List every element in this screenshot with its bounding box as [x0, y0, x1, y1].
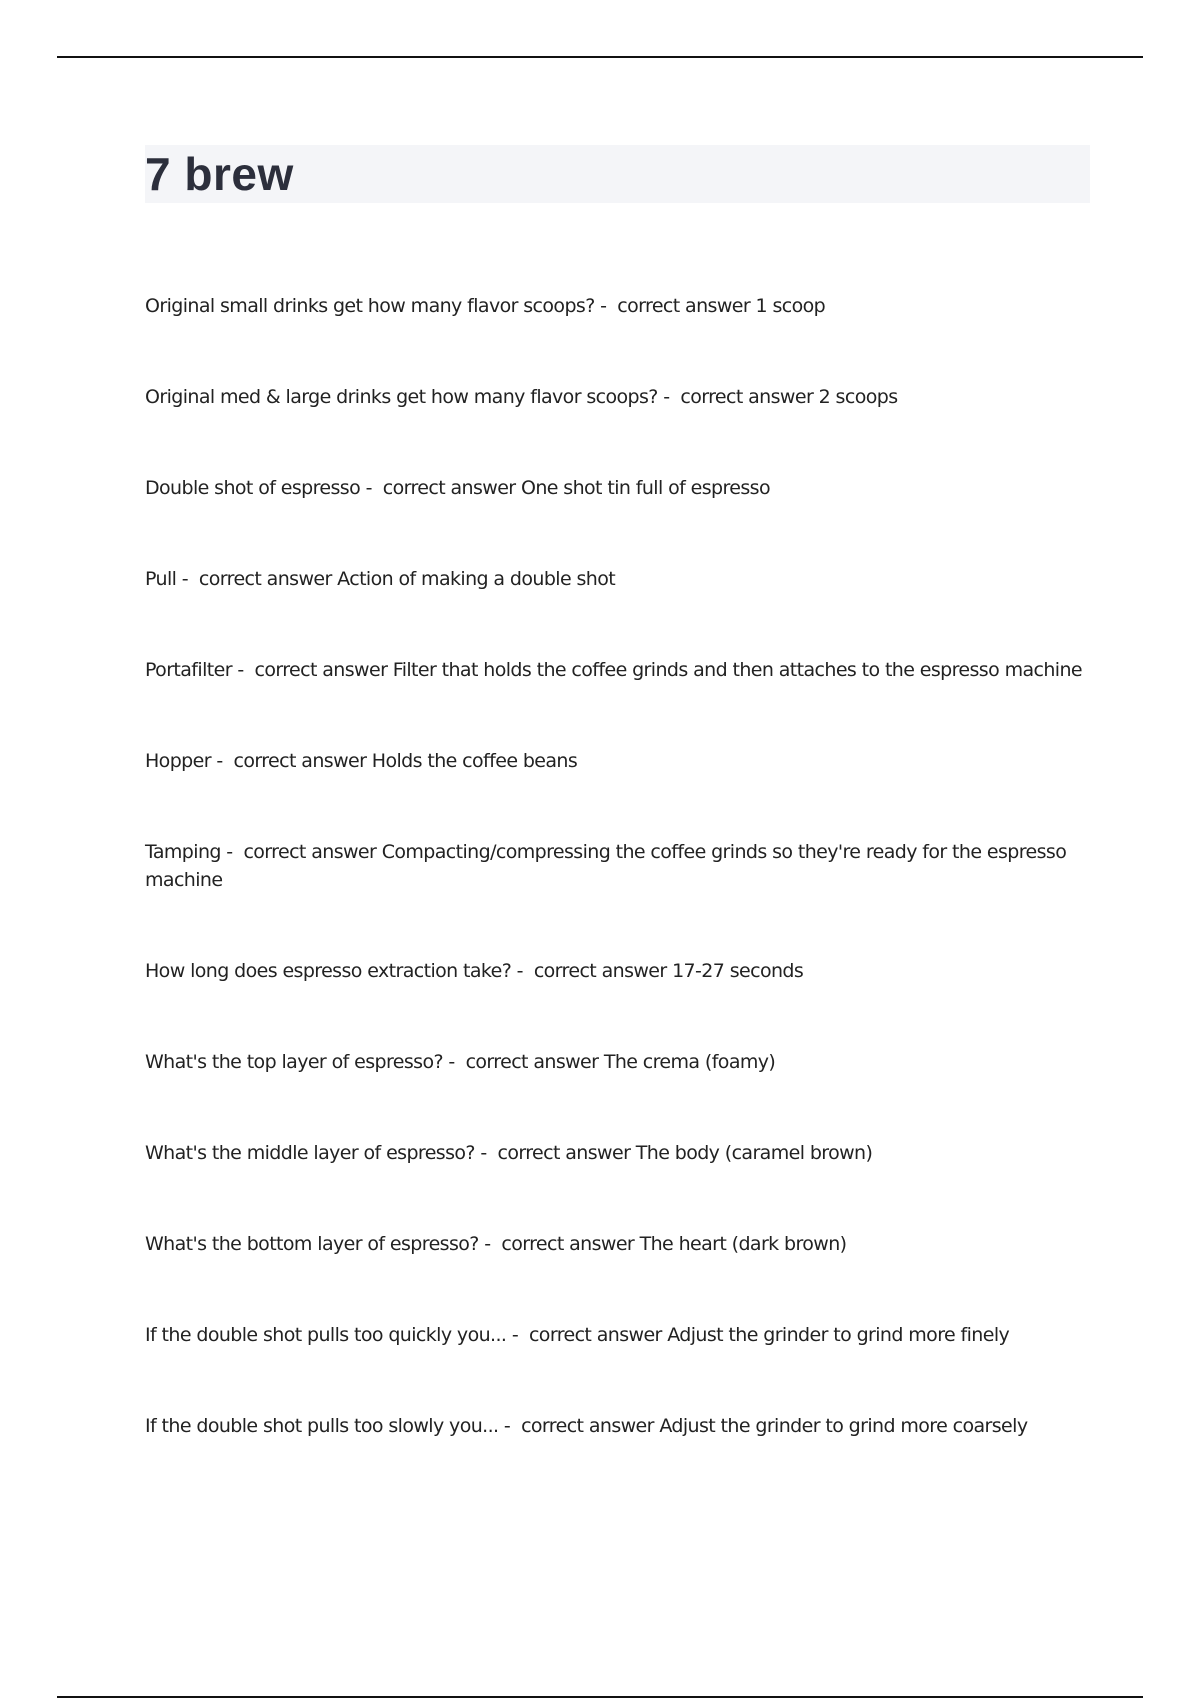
answer-prefix: correct answer: [254, 659, 388, 681]
qa-item: [145, 1139, 1100, 1167]
separator: -: [594, 295, 618, 317]
answer-text: Compacting/compressing the coffee grinds so they're ready for the espresso machine: [145, 841, 1067, 891]
separator: -: [657, 386, 681, 408]
answer-text: Adjust the grinder to grind more finely: [667, 1324, 1010, 1346]
question-text: Portafilter: [145, 659, 232, 681]
qa-item: [145, 1321, 1100, 1349]
answer-text: Action of making a double shot: [337, 568, 616, 590]
separator: -: [176, 568, 199, 590]
answer-text: 17-27 seconds: [672, 960, 804, 982]
separator: -: [498, 1415, 522, 1437]
qa-item: [145, 656, 1100, 684]
qa-item: [145, 292, 1100, 320]
qa-list: [145, 292, 1100, 1503]
question-text: Hopper: [145, 750, 211, 772]
answer-prefix: correct answer: [198, 568, 332, 590]
question-text: Original small drinks get how many flavor scoops?: [145, 295, 595, 317]
qa-item: [145, 474, 1100, 502]
question-text: Original med & large drinks get how many flavor scoops?: [145, 386, 658, 408]
answer-text: 1 scoop: [755, 295, 826, 317]
answer-prefix: correct answer: [243, 841, 377, 863]
separator: -: [474, 1142, 498, 1164]
answer-text: Filter that holds the coffee grinds and then attaches to the espresso machine: [392, 659, 1083, 681]
answer-text: Holds the coffee beans: [371, 750, 578, 772]
page-title: 7 brew: [145, 148, 294, 200]
question-text: If the double shot pulls too quickly you...: [145, 1324, 507, 1346]
answer-prefix: correct answer: [680, 386, 814, 408]
separator: -: [511, 960, 534, 982]
question-text: If the double shot pulls too slowly you...: [145, 1415, 499, 1437]
bottom-divider: [57, 1696, 1143, 1698]
answer-prefix: correct answer: [497, 1142, 631, 1164]
answer-prefix: correct answer: [521, 1415, 654, 1437]
separator: -: [231, 659, 255, 681]
answer-prefix: correct answer: [382, 477, 516, 499]
top-divider: [57, 56, 1143, 58]
qa-item: [145, 1412, 1100, 1440]
answer-prefix: correct answer: [617, 295, 751, 317]
qa-item: [145, 747, 1100, 775]
answer-text: Adjust the grinder to grind more coarsely: [659, 1415, 1028, 1437]
answer-prefix: correct answer: [501, 1233, 635, 1255]
qa-item: [145, 383, 1100, 411]
separator: -: [506, 1324, 529, 1346]
separator: -: [442, 1051, 466, 1073]
qa-item: [145, 957, 1100, 985]
answer-text: 2 scoops: [818, 386, 898, 408]
qa-item: [145, 838, 1100, 894]
separator: -: [220, 841, 244, 863]
answer-text: The body (caramel brown): [635, 1142, 873, 1164]
question-text: What's the middle layer of espresso?: [145, 1142, 475, 1164]
qa-item: [145, 565, 1100, 593]
answer-text: One shot tin full of espresso: [520, 477, 770, 499]
question-text: Pull: [145, 568, 177, 590]
qa-item: [145, 1048, 1100, 1076]
separator: -: [210, 750, 234, 772]
separator: -: [360, 477, 383, 499]
separator: -: [478, 1233, 502, 1255]
answer-prefix: correct answer: [528, 1324, 662, 1346]
question-text: Double shot of espresso: [145, 477, 361, 499]
question-text: What's the top layer of espresso?: [145, 1051, 443, 1073]
answer-text: The heart (dark brown): [639, 1233, 847, 1255]
answer-prefix: correct answer: [465, 1051, 599, 1073]
answer-text: The crema (foamy): [603, 1051, 776, 1073]
answer-prefix: correct answer: [533, 960, 667, 982]
qa-item: [145, 1230, 1100, 1258]
question-text: How long does espresso extraction take?: [145, 960, 512, 982]
question-text: What's the bottom layer of espresso?: [145, 1233, 479, 1255]
answer-prefix: correct answer: [233, 750, 367, 772]
question-text: Tamping: [145, 841, 221, 863]
